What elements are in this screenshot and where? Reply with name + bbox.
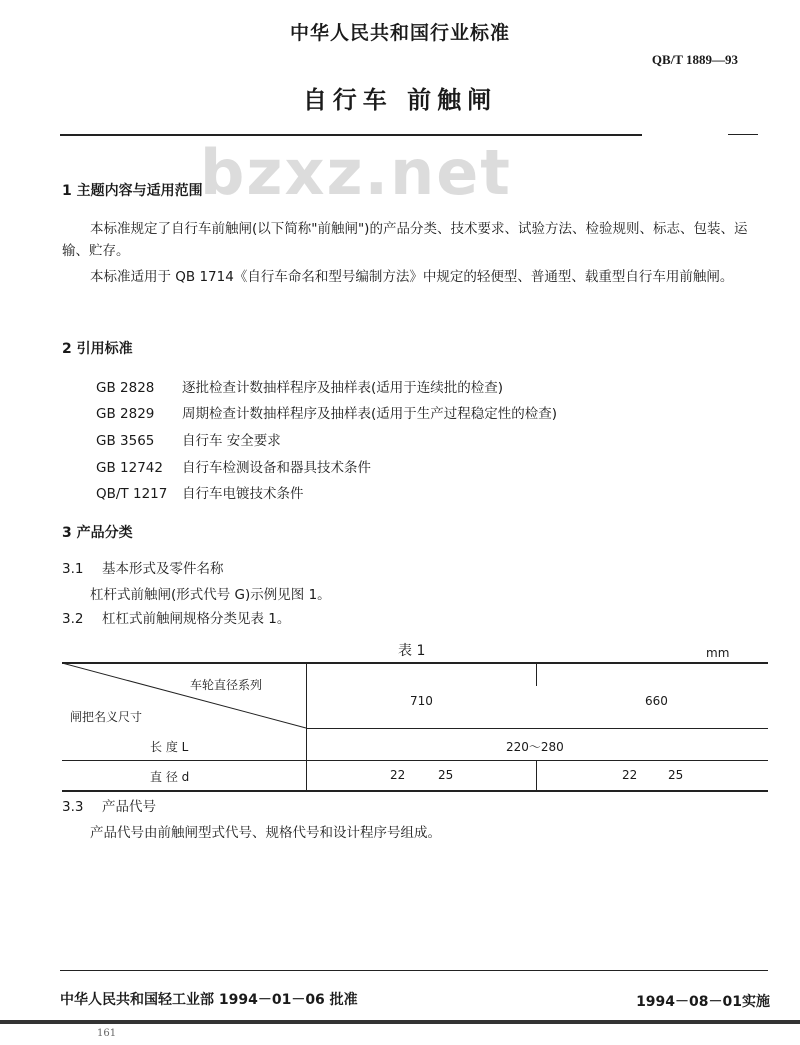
standard-code: QB/T 1889—93 bbox=[651, 52, 738, 67]
reference-item bbox=[96, 376, 503, 396]
subsection-3-3-text: 产品代号由前触闸型式代号、规格代号和设计程序号组成。 bbox=[90, 825, 441, 841]
table-col-header: 660 bbox=[645, 694, 668, 708]
reference-item bbox=[96, 482, 304, 502]
subsection-text: 杠杠式前触闸规格分类见表 1。 bbox=[102, 611, 291, 627]
table-corner-bottom: 闸把名义尺寸 bbox=[70, 710, 143, 724]
table-corner-top: 车轮直径系列 bbox=[190, 678, 263, 692]
reference-code: GB 2828 bbox=[96, 380, 155, 396]
table-row-label: 直 径 d bbox=[150, 770, 190, 784]
reference-code: GB 3565 bbox=[96, 433, 155, 449]
table-cell: 25 bbox=[668, 768, 684, 782]
section-1-para-2: 本标准适用于 QB 1714《自行车命名和型号编制方法》中规定的轻便型、普通型、载重型自行车用前触闸。 bbox=[90, 269, 734, 285]
subsection-number: 3.1 bbox=[62, 561, 84, 577]
reference-item bbox=[96, 402, 557, 422]
subsection-number: 3.2 bbox=[62, 611, 84, 627]
table-cell: 22 bbox=[390, 768, 406, 782]
table-cell: 220～280 bbox=[506, 740, 564, 754]
subsection-3-2 bbox=[62, 608, 290, 630]
reference-title: 周期检查计数抽样程序及抽样表(适用于生产过程稳定性的检查) bbox=[182, 406, 558, 422]
table-bottom-border bbox=[62, 790, 768, 792]
page-bottom-border bbox=[0, 1020, 800, 1024]
subsection-title: 基本形式及零件名称 bbox=[102, 561, 224, 577]
page-number: 161 bbox=[97, 1028, 117, 1039]
section-3-heading: 3 产品分类 bbox=[62, 525, 133, 541]
section-1-heading: 1 主题内容与适用范围 bbox=[62, 183, 203, 199]
table-divider bbox=[306, 728, 768, 729]
table-row-label: 长 度 L bbox=[150, 740, 189, 754]
reference-code: GB 2829 bbox=[96, 406, 155, 422]
table-col-divider bbox=[536, 760, 537, 792]
subsection-title: 产品代号 bbox=[102, 799, 156, 815]
table-cell: 22 bbox=[622, 768, 638, 782]
section-2-heading: 2 引用标准 bbox=[62, 341, 133, 357]
reference-title: 自行车 安全要求 bbox=[182, 433, 281, 449]
table-divider bbox=[62, 760, 768, 761]
reference-item bbox=[96, 429, 281, 449]
table-col-header: 710 bbox=[410, 694, 433, 708]
table-caption: 表 1 bbox=[398, 643, 426, 659]
footer-divider bbox=[60, 970, 768, 971]
effective-date: 1994－08－01实施 bbox=[636, 994, 770, 1010]
table-unit: mm bbox=[706, 646, 730, 660]
approval-line: 中华人民共和国轻工业部 1994－01－06 批准 bbox=[60, 992, 358, 1008]
reference-code: GB 12742 bbox=[96, 460, 163, 476]
document-title: 自行车 前触闸 bbox=[302, 86, 498, 114]
reference-title: 逐批检查计数抽样程序及抽样表(适用于连续批的检查) bbox=[182, 380, 504, 396]
header-divider-right bbox=[728, 134, 758, 135]
subsection-number: 3.3 bbox=[62, 799, 84, 815]
watermark: bzxz.net bbox=[200, 136, 512, 209]
reference-title: 自行车检测设备和器具技术条件 bbox=[182, 460, 371, 476]
table-col-divider bbox=[536, 662, 537, 686]
reference-item bbox=[96, 456, 371, 476]
standard-category-title: 中华人民共和国行业标准 bbox=[289, 22, 510, 44]
table-cell: 25 bbox=[438, 768, 454, 782]
reference-title: 自行车电镀技术条件 bbox=[182, 486, 304, 502]
reference-code: QB/T 1217 bbox=[96, 486, 168, 502]
subsection-3-1-text: 杠杆式前触闸(形式代号 G)示例见图 1。 bbox=[90, 587, 331, 603]
subsection-3-1 bbox=[62, 558, 224, 580]
section-1-para-1: 本标准规定了自行车前触闸(以下简称"前触闸")的产品分类、技术要求、试验方法、检验规则、标志、包装、运输、贮存。 bbox=[62, 221, 748, 259]
subsection-3-3 bbox=[62, 796, 156, 818]
